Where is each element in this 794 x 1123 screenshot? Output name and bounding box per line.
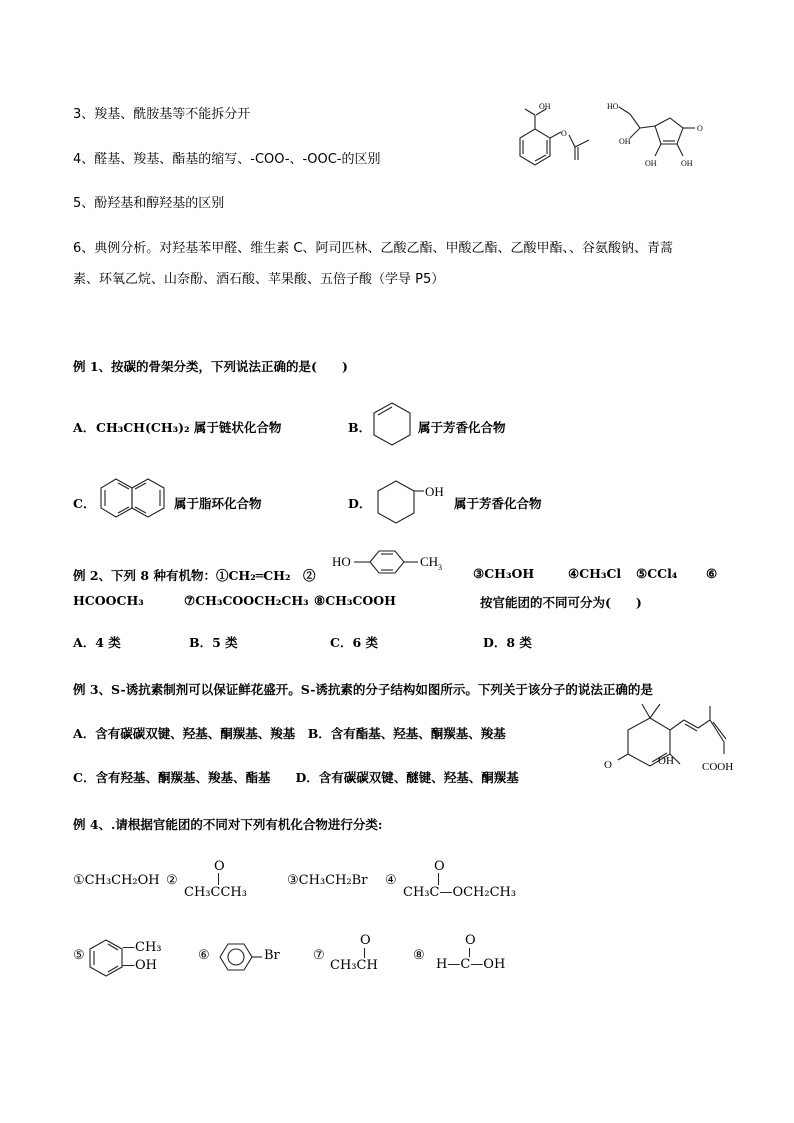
ex4-item-3: ③CH₃CH₂Br bbox=[287, 873, 368, 888]
note-6-line2: 素、环氧乙烷、山奈酚、酒石酸、苹果酸、五倍子酸（学导 P5） bbox=[73, 272, 445, 287]
ex2-item-3: ③CH₃OH bbox=[473, 566, 535, 581]
aspirin-o-label: O bbox=[561, 129, 567, 138]
ex1-option-a-label: A． bbox=[73, 420, 96, 435]
ex4-item-2-o: O bbox=[214, 859, 225, 874]
ex2-intro: 例 2、下列 8 种有机物：①CH₂═CH₂ ② bbox=[73, 568, 316, 583]
ex4-item-5-num: ⑤ bbox=[73, 948, 85, 963]
ex4-item-2-num: ② bbox=[166, 873, 178, 888]
vitc-oh2-label: OH bbox=[645, 159, 657, 168]
ex3-options-ab: A．含有碳碳双键、羟基、酮羰基、羧基 B．含有酯基、羟基、酮羰基、羧基 bbox=[73, 726, 506, 741]
note-3: 3、羧基、酰胺基等不能拆分开 bbox=[73, 107, 251, 122]
ex4-item-8-o: O bbox=[465, 933, 476, 948]
vitamin-c-structure bbox=[605, 98, 715, 178]
ex1-option-b-label: B． bbox=[348, 420, 372, 435]
ex4-item-5-oh: —OH bbox=[122, 958, 157, 973]
ex1-option-a-text: CH₃CH(CH₃)₂ 属于链状化合物 bbox=[96, 420, 282, 435]
ex2-ask: 按官能团的不同可分为( ) bbox=[480, 595, 642, 610]
ex1-option-c-text: 属于脂环化合物 bbox=[174, 496, 262, 511]
ex1-option-d-label: D． bbox=[348, 496, 372, 511]
p-cresol-structure bbox=[332, 550, 452, 590]
ex1-option-b-text: 属于芳香化合物 bbox=[418, 420, 506, 435]
ex2-item-4: ④CH₃Cl bbox=[568, 566, 622, 581]
ex4-item-4-formula: CH₃C—OCH₂CH₃ bbox=[403, 885, 517, 900]
ex1-option-d-text: 属于芳香化合物 bbox=[454, 496, 542, 511]
ex2-item-6-formula: HCOOCH₃ bbox=[73, 593, 144, 608]
ex2-item-8: ⑧CH₃COOH bbox=[314, 593, 396, 608]
s-abscisic-acid-structure bbox=[598, 698, 748, 780]
ex4-item-8-bond bbox=[469, 948, 471, 957]
note-4: 4、醛基、羧基、酯基的缩写、-COO-、-OOC-的区别 bbox=[73, 152, 381, 167]
cyclohexene-structure bbox=[370, 400, 414, 450]
ex2-option-a: A．4 类 bbox=[73, 635, 121, 650]
cyclohexanol-structure bbox=[376, 478, 452, 528]
vitc-oh3-label: OH bbox=[681, 159, 693, 168]
ex2-item-7: ⑦CH₃COOCH₂CH₃ bbox=[184, 593, 309, 608]
ex2-item-6: ⑥ bbox=[706, 566, 718, 581]
aspirin-structure bbox=[495, 100, 595, 180]
vitc-oh1-label: OH bbox=[619, 137, 631, 146]
ex3-question: 例 3、S-诱抗素制剂可以保证鲜花盛开。S-诱抗素的分子结构如图所示。下列关于该分子的说法正确的是 bbox=[73, 682, 653, 697]
s-oh-label: OH bbox=[658, 755, 674, 767]
note-6-line1: 6、典例分析。对羟基苯甲醛、维生素 C、阿司匹林、乙酸乙酯、甲酸乙酯、乙酸甲酯、、谷氨酸钠、青蒿 bbox=[73, 241, 673, 256]
s-o-label: O bbox=[604, 759, 612, 771]
ex2-option-d: D．8 类 bbox=[483, 635, 532, 650]
bromobenzene-structure bbox=[214, 940, 264, 980]
cresol-ho-label: HO bbox=[332, 554, 351, 569]
ex2-option-c: C．6 类 bbox=[330, 635, 378, 650]
hydroxy-label: OH bbox=[425, 484, 444, 499]
ex4-item-7-num: ⑦ bbox=[313, 948, 325, 963]
ex4-item-8-num: ⑧ bbox=[413, 948, 425, 963]
ex4-item-6-num: ⑥ bbox=[198, 948, 210, 963]
ex2-item-5: ⑤CCl₄ bbox=[636, 566, 678, 581]
ex1-option-c-label: C． bbox=[73, 496, 96, 511]
ex4-question: 例 4、.请根据官能团的不同对下列有机化合物进行分类: bbox=[73, 817, 383, 832]
cresol-ch-label: CH bbox=[420, 554, 439, 569]
ex4-item-4-num: ④ bbox=[385, 873, 397, 888]
ex2-option-b: B．5 类 bbox=[189, 635, 238, 650]
cresol-sub-label: 3 bbox=[438, 563, 442, 572]
ex4-item-7-o: O bbox=[360, 933, 371, 948]
vitc-ho-label: HO bbox=[607, 102, 619, 111]
ex4-item-4-bond bbox=[438, 873, 440, 885]
note-5: 5、酚羟基和醇羟基的区别 bbox=[73, 196, 225, 211]
vitc-o-label: O bbox=[697, 124, 703, 133]
ex4-item-2-bond bbox=[218, 873, 220, 885]
ex3-options-cd: C．含有羟基、酮羰基、羧基、酯基 D．含有碳碳双键、醚键、羟基、酮羰基 bbox=[73, 770, 519, 785]
naphthalene-structure bbox=[98, 475, 170, 525]
s-cooh-label: COOH bbox=[702, 761, 734, 773]
ex4-item-5-ch3: —CH₃ bbox=[122, 940, 162, 955]
ex1-question: 例 1、按碳的骨架分类，下列说法正确的是( ) bbox=[73, 359, 348, 374]
ex4-item-6-br: Br bbox=[264, 948, 280, 963]
ex4-item-8-formula: H—C—OH bbox=[436, 957, 506, 972]
aspirin-oh-label: OH bbox=[539, 102, 551, 111]
ex4-item-4-o: O bbox=[434, 859, 445, 874]
ex4-item-1: ①CH₃CH₂OH bbox=[73, 873, 160, 888]
ex4-item-7-formula: CH₃CH bbox=[330, 958, 378, 973]
ex4-item-7-bond bbox=[364, 948, 366, 958]
ex4-item-2-formula: CH₃CCH₃ bbox=[184, 885, 247, 900]
